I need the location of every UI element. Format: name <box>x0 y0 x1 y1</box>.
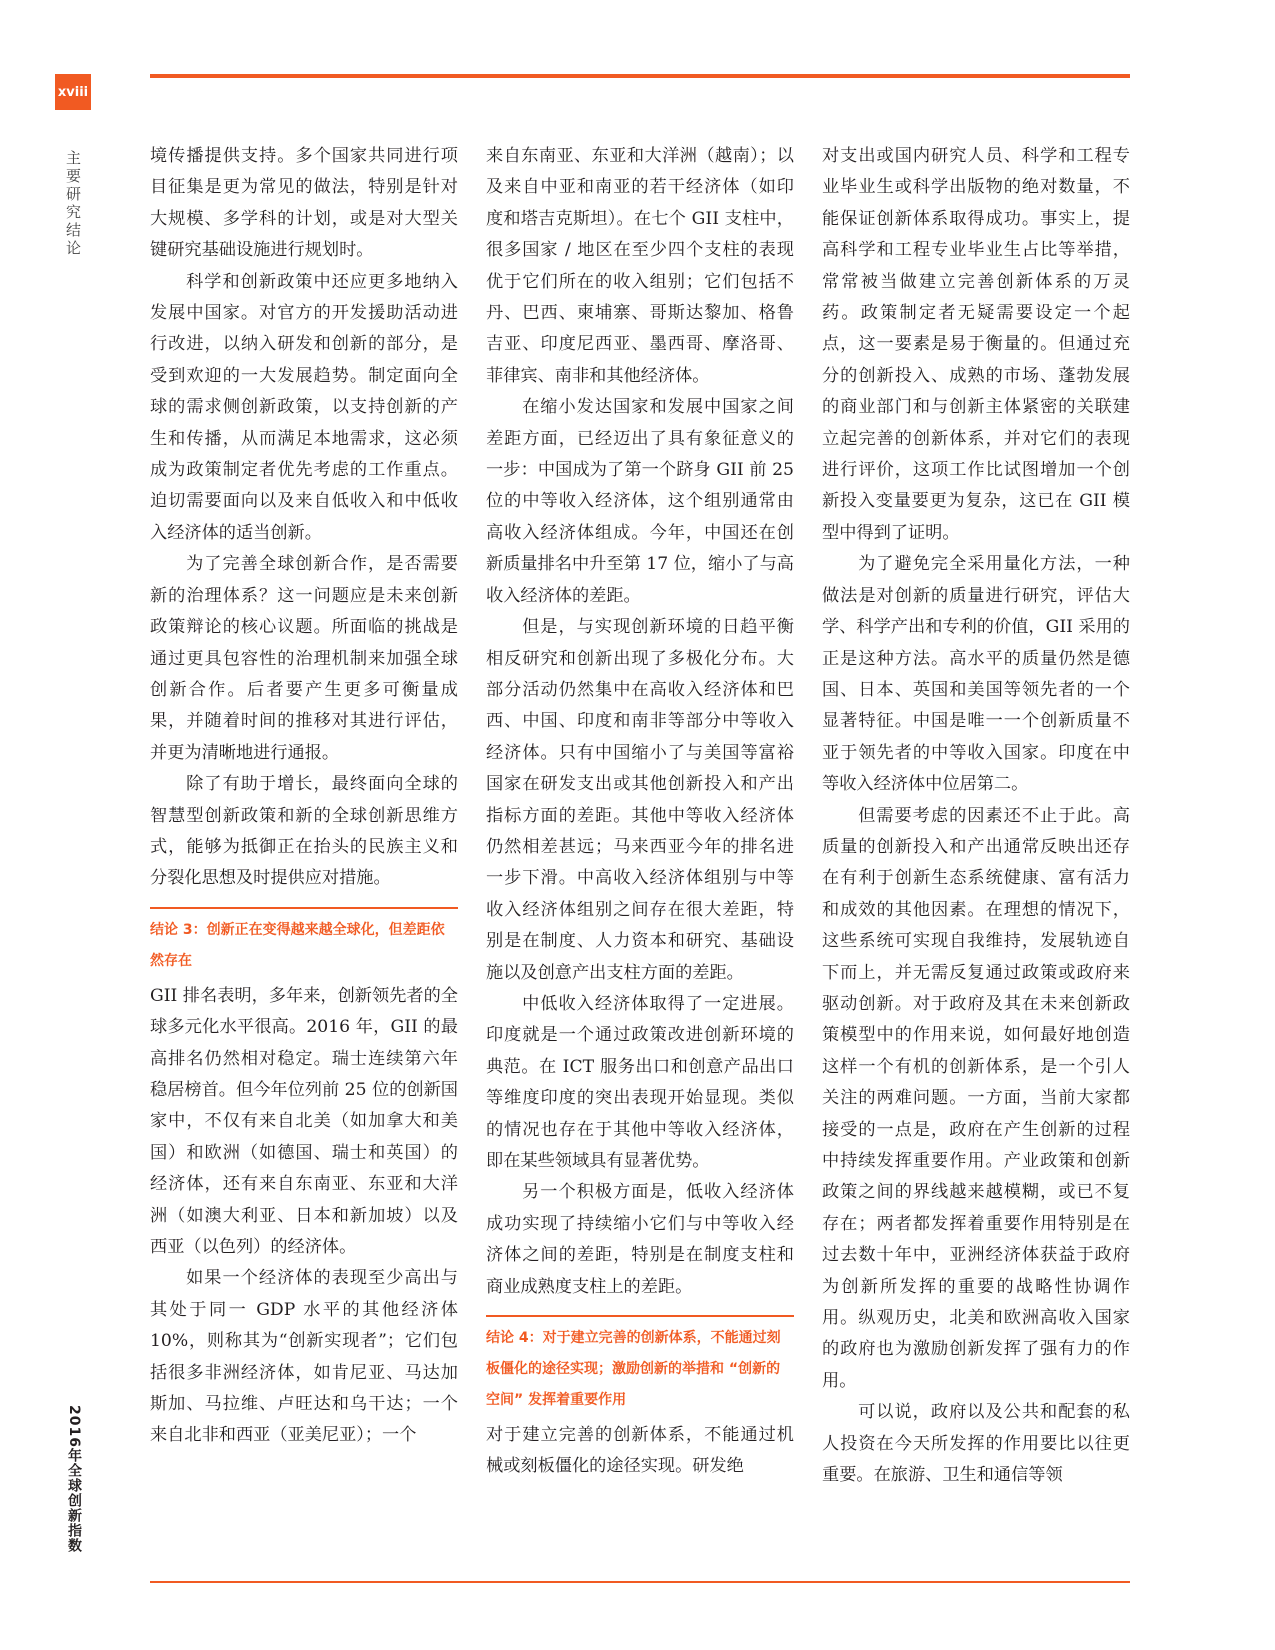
text-column-3 <box>822 141 1130 1491</box>
finding-4-title: 结论 4：对于建立完善的创新体系，不能通过刻板僵化的途径实现；激励创新的举措和 “创新的空间” 发挥着重要作用 <box>486 1330 781 1409</box>
bottom-rule <box>150 1581 1130 1583</box>
paragraph: 境传播提供支持。多个国家共同进行项目征集是更为常见的做法，特别是针对大规模、多学科的计划，或是对大型关键研究基础设施进行规划时。 <box>150 146 458 261</box>
page-number-badge: xviii <box>55 74 91 110</box>
finding-3-box <box>150 907 458 977</box>
paragraph: 中低收入经济体取得了一定进展。印度就是一个通过政策改进创新环境的典范。在 ICT 服务出口和创意产品出口等维度印度的突出表现开始显现。类似的情况也存在于其他中等收入经济体，即在某些领域具有显著优势。 <box>486 993 794 1171</box>
paragraph: 来自东南亚、东亚和大洋洲（越南）；以及来自中亚和南亚的若干经济体（如印度和塔吉克斯坦）。在七个 GII 支柱中，很多国家 / 地区在至少四个支柱的表现优于它们所在的收入组别；它们包括不丹、巴西、柬埔寨、哥斯达黎加、格鲁吉亚、印度尼西亚、墨西哥、摩洛哥、菲律宾、南非和其他经济体。 <box>486 146 794 386</box>
paragraph: 但是，与实现创新环境的日趋平衡相反研究和创新出现了多极化分布。大部分活动仍然集中在高收入经济体和巴西、中国、印度和南非等部分中等收入经济体。只有中国缩小了与美国等富裕国家在研发支出或其他创新投入和产出指标方面的差距。其他中等收入经济体仍然相差甚远；马来西亚今年的排名进一步下滑。中高收入经济体组别与中等收入经济体组别之间存在很大差距，特别是在制度、人力资本和研究、基础设施以及创意产出支柱方面的差距。 <box>486 617 794 983</box>
section-label: 主要研究结论 <box>64 150 82 258</box>
finding-3-title: 结论 3：创新正在变得越来越全球化，但差距依然存在 <box>150 921 445 969</box>
publication-label: 2016年全球创新指数 <box>66 1405 82 1553</box>
paragraph: 为了完善全球创新合作，是否需要新的治理体系？这一问题应是未来创新政策辩论的核心议题。所面临的挑战是通过更具包容性的治理机制来加强全球创新合作。后者要产生更多可衡量成果，并随着时间的推移对其进行评估，并更为清晰地进行通报。 <box>150 554 458 763</box>
paragraph: 在缩小发达国家和发展中国家之间差距方面，已经迈出了具有象征意义的一步：中国成为了第一个跻身 GII 前 25 位的中等收入经济体，这个组别通常由高收入经济体组成。今年，中国还在创新质量排名中升至第 17 位，缩小了与高收入经济体的差距。 <box>486 397 794 606</box>
finding-4-box <box>486 1315 794 1416</box>
paragraph: 为了避免完全采用量化方法，一种做法是对创新的质量进行研究，评估大学、科学产出和专利的价值，GII 采用的正是这种方法。高水平的质量仍然是德国、日本、英国和美国等领先者的一个显著特征。中国是唯一一个创新质量不亚于领先者的中等收入国家。印度在中等收入经济体中位居第二。 <box>822 554 1130 795</box>
paragraph: 对于建立完善的创新体系，不能通过机械或刻板僵化的途径实现。研发绝 <box>486 1425 794 1477</box>
top-rule <box>150 74 1130 78</box>
paragraph: 如果一个经济体的表现至少高出与其处于同一 GDP 水平的其他经济体 10%，则称其为“创新实现者”；它们包括很多非洲经济体，如肯尼亚、马达加斯加、马拉维、卢旺达和乌干达；一个来自北非和西亚（亚美尼亚）；一个 <box>150 1268 458 1446</box>
paragraph: 另一个积极方面是，低收入经济体成功实现了持续缩小它们与中等收入经济体之间的差距，特别是在制度支柱和商业成熟度支柱上的差距。 <box>486 1182 794 1297</box>
paragraph: 除了有助于增长，最终面向全球的智慧型创新政策和新的全球创新思维方式，能够为抵御正在抬头的民族主义和分裂化思想及时提供应对措施。 <box>150 774 458 889</box>
text-column-2 <box>486 141 794 1483</box>
paragraph: 对支出或国内研究人员、科学和工程专业毕业生或科学出版物的绝对数量，不能保证创新体系取得成功。事实上，提高科学和工程专业毕业生占比等举措，常常被当做建立完善创新体系的万灵药。政策制定者无疑需要设定一个起点，这一要素是易于衡量的。但通过充分的创新投入、成熟的市场、蓬勃发展的商业部门和与创新主体紧密的关联建立起完善的创新体系，并对它们的表现进行评价，这项工作比试图增加一个创新投入变量要更为复杂，这已在 GII 模型中得到了证明。 <box>822 146 1130 543</box>
paragraph: 可以说，政府以及公共和配套的私人投资在今天所发挥的作用要比以往更重要。在旅游、卫生和通信等领 <box>822 1402 1130 1486</box>
paragraph: 科学和创新政策中还应更多地纳入发展中国家。对官方的开发援助活动进行改进，以纳入研发和创新的部分，是受到欢迎的一大发展趋势。制定面向全球的需求侧创新政策，以支持创新的产生和传播，从而满足本地需求，这必须成为政策制定者优先考虑的工作重点。迫切需要面向以及来自低收入和中低收入经济体的适当创新。 <box>150 271 458 543</box>
paragraph: GII 排名表明，多年来，创新领先者的全球多元化水平很高。2016 年，GII 的最高排名仍然相对稳定。瑞士连续第六年稳居榜首。但今年位列前 25 位的创新国家中，不仅有来自北美（如加拿大和美国）和欧洲（如德国、瑞士和英国）的经济体，还有来自东南亚、东亚和大洋洲（如澳大利亚、日本和新加坡）以及西亚（以色列）的经济体。 <box>150 985 458 1257</box>
paragraph: 但需要考虑的因素还不止于此。高质量的创新投入和产出通常反映出还存在有利于创新生态系统健康、富有活力和成效的其他因素。在理想的情况下，这些系统可实现自我维持，发展轨迹自下而上，并无需反复通过政策或政府来驱动创新。对于政府及其在未来创新政策模型中的作用来说，如何最好地创造这样一个有机的创新体系，是一个引人关注的两难问题。一方面，当前大家都接受的一点是，政府在产生创新的过程中持续发挥重要作用。产业政策和创新政策之间的界线越来越模糊，或已不复存在；两者都发挥着重要作用特别是在过去数十年中，亚洲经济体获益于政府为创新所发挥的重要的战略性协调作用。纵观历史，北美和欧洲高收入国家的政府也为激励创新发挥了强有力的作用。 <box>822 805 1130 1391</box>
text-column-1 <box>150 141 458 1452</box>
